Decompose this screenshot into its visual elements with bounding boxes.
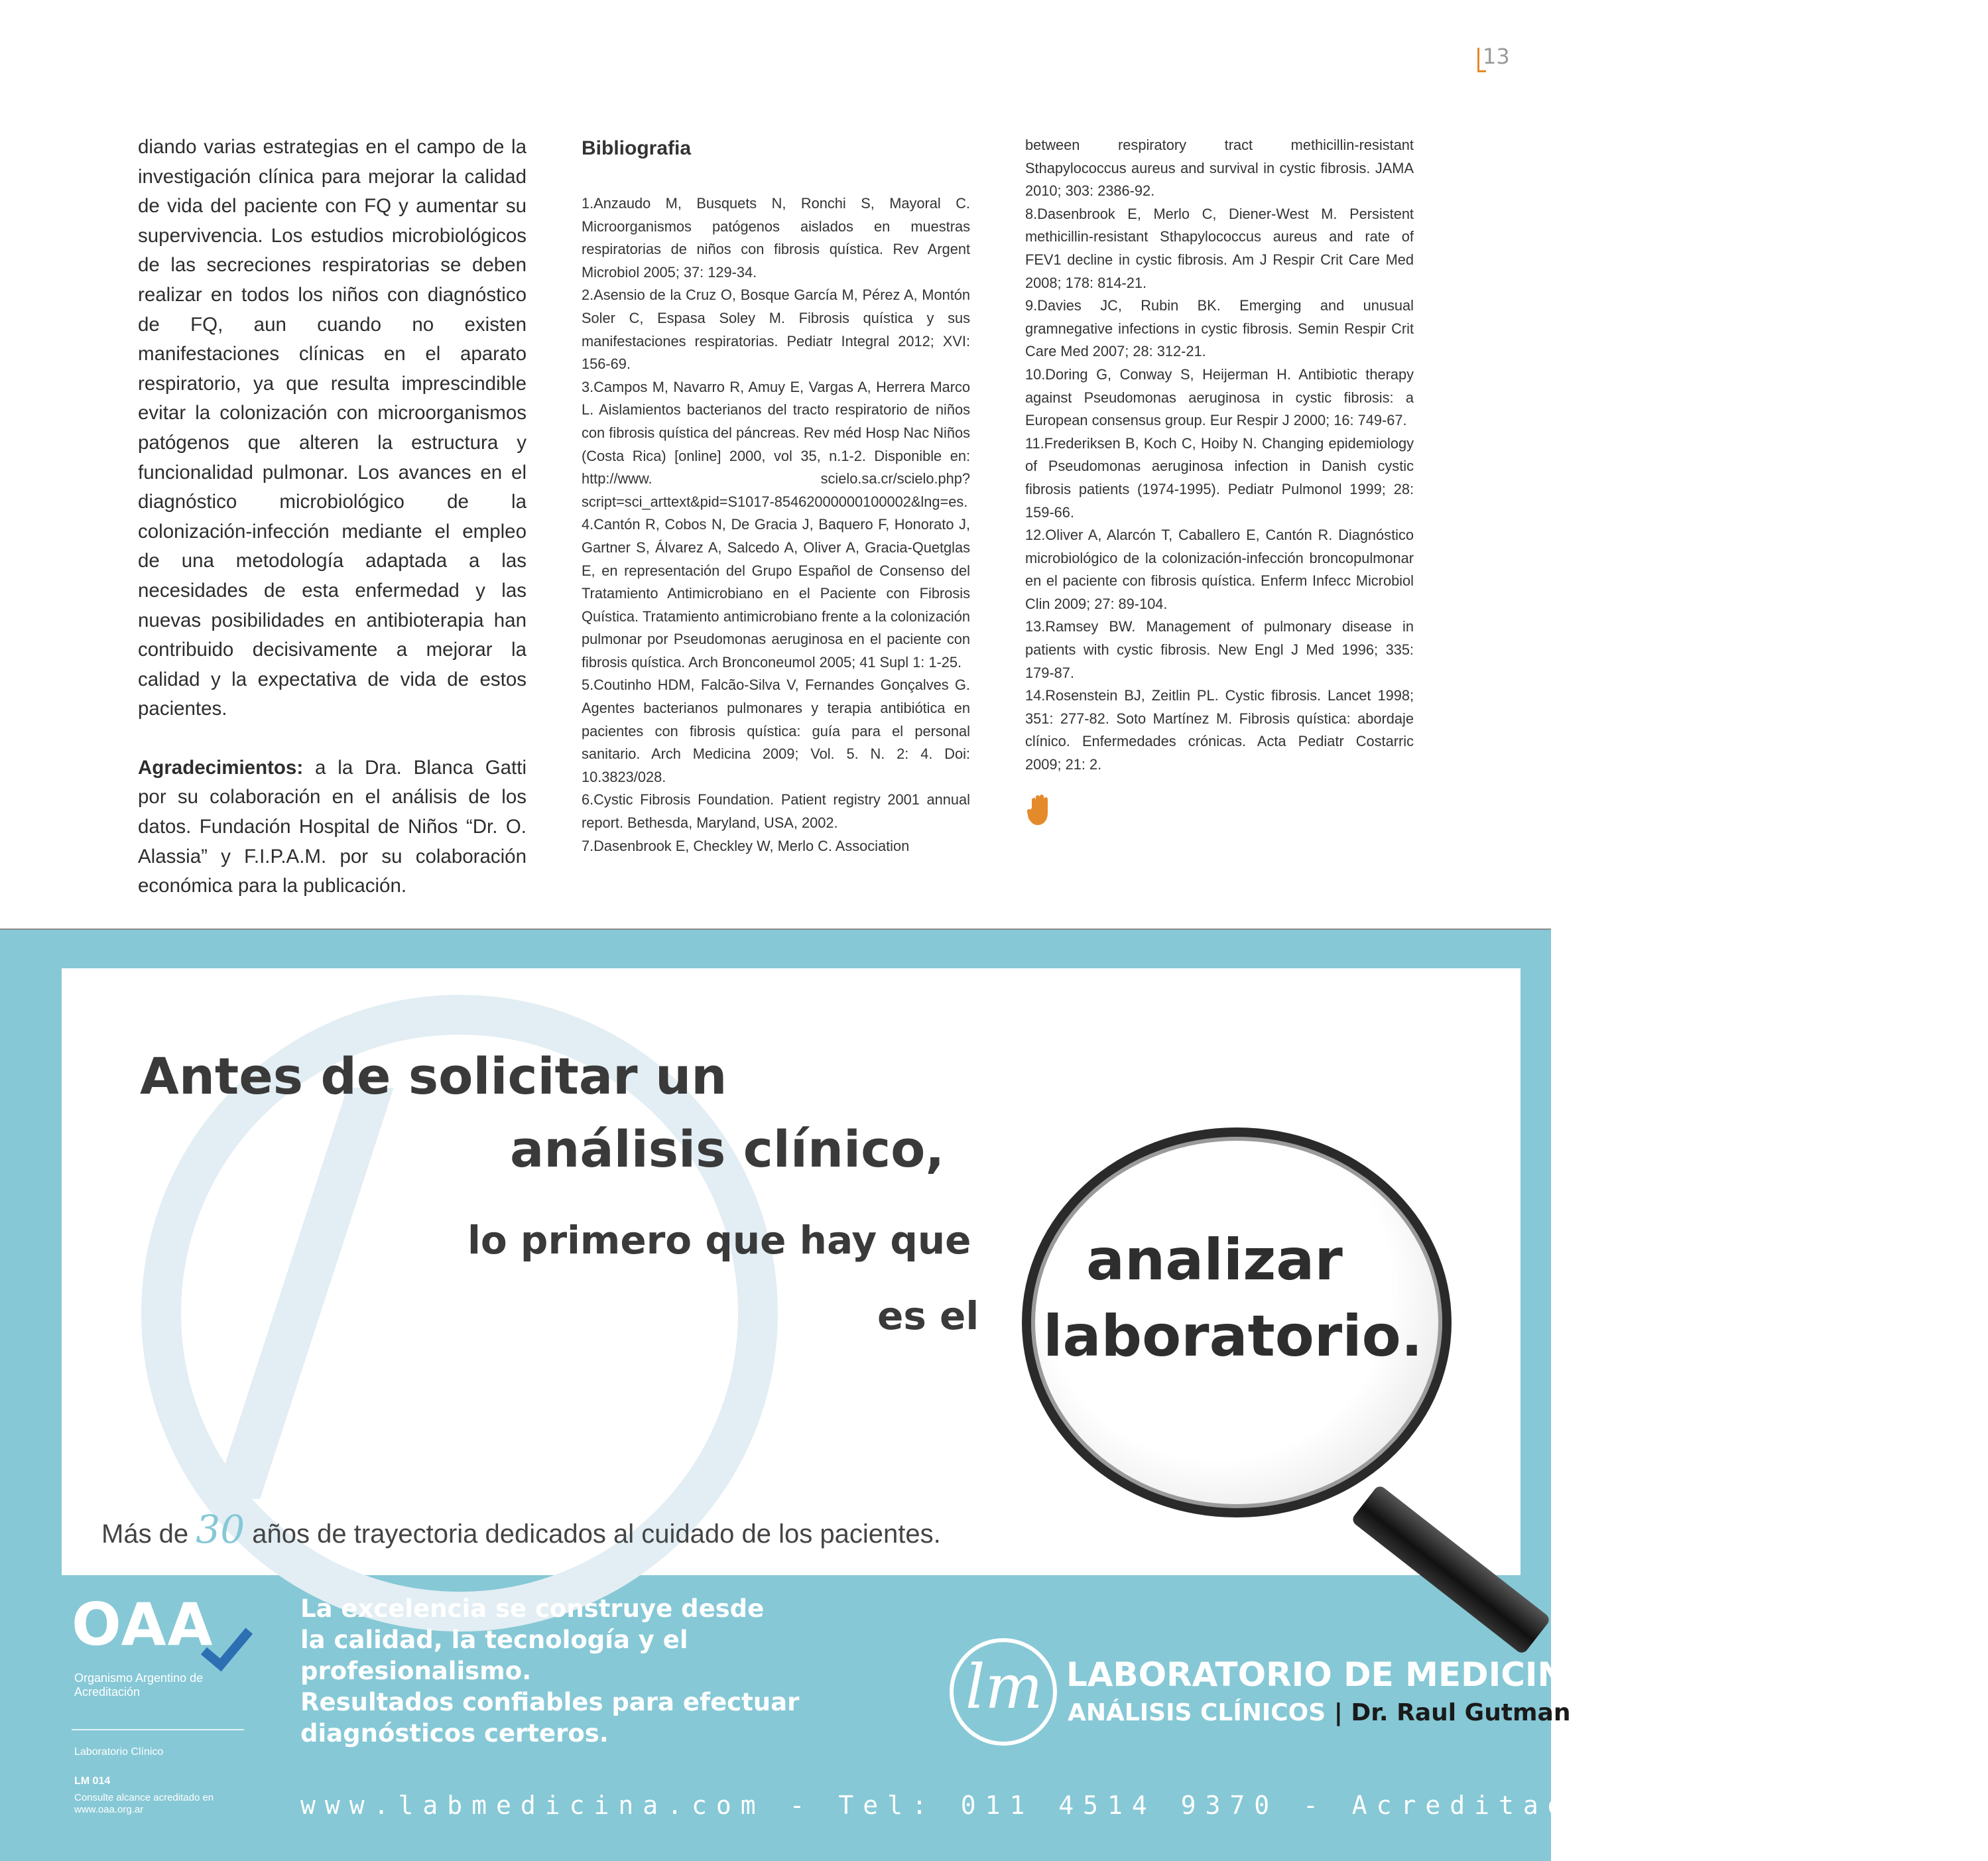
lab-separator: | (1326, 1699, 1351, 1726)
page-number (1483, 44, 1510, 69)
tagline-pre: Más de (101, 1519, 196, 1549)
reference-item: 6.Cystic Fibrosis Foundation. Patient registry 2001 annual report. Bethesda, Maryland, USA, 2002. (582, 791, 970, 832)
acknowledgements (138, 753, 527, 901)
claim-line: Resultados confiables para efectuar (300, 1688, 800, 1716)
bibliography-title: Bibliografia (582, 137, 692, 159)
lm-logo-icon (950, 1638, 1057, 1746)
oaa-scope-note: Consulte alcance acreditado en www.oaa.org.ar (74, 1792, 214, 1815)
body-paragraph: diando varias estrategias en el campo de la investigación clínica para mejorar la calidad de vida del paciente con FQ y aumentar su supervivencia. Los estudios microbiológicos de las secreciones respiratorias se deben realizar en todos los niños con diagnóstico de FQ, aun cuando no existen manifestaciones clínicas en el aparato respiratorio, ya que resulta imprescindible evitar la colonización con microorganismos patógenos que alteren la estructura y funcionalidad pulmonar. Los avances en el diagnóstico microbiológico de la colonización-infección mediante el empleo de una metodología adaptada a las necesidades de esta enfermedad y las nuevas posibilidades en antibioterapia han contribuido decisivamente a mejorar la calidad y la expectativa de vida de estos pacientes. (138, 136, 527, 720)
lens-text-2: laboratorio. (1043, 1303, 1423, 1370)
hand-stop-icon (1026, 793, 1054, 826)
page-corner-mark (1477, 48, 1486, 72)
advertisement (0, 930, 1988, 1861)
oaa-code: LM 014 (74, 1775, 111, 1787)
ad-headline-2: análisis clínico, (510, 1120, 945, 1179)
reference-item: 11.Frederiksen B, Koch C, Hoiby N. Changing epidemiology of Pseudomonas aeruginosa infection in Danish cystic fibrosis patients (1974-1995). Pediatr Pulmonol 1999; 28: 159-66. (1025, 434, 1414, 521)
lab-subtitle (1068, 1699, 1570, 1726)
ad-tagline (101, 1507, 941, 1552)
acknowledgements-text: a la Dra. Blanca Gatti por su colaboración en el análisis de los datos. Fundación Hospital de Niños “Dr. O. Alassia” y F.I.P.A.M. por su colaboración económica para la publicación. (138, 756, 527, 897)
ad-headline-4: es el (877, 1293, 979, 1338)
lab-director: Dr. Raul Gutman (1351, 1699, 1571, 1726)
ad-claim (300, 1593, 897, 1749)
body-column (138, 133, 527, 901)
page-number-text: 13 (1483, 44, 1510, 69)
reference-item: 3.Campos M, Navarro R, Amuy E, Vargas A, Herrera Marco L. Aislamientos bacterianos del tracto respiratorio de niños con fibrosis quística del páncreas. Rev méd Hosp Nac Niños (Costa Rica) [online] 2000, vol 35, n.1-2. Disponible en: http://www. scielo.sa.cr/scielo.php?script=sci_arttext&pid=S1017-85462000000100002&lng=es. (582, 378, 970, 510)
ad-footer: www.labmedicina.com - Tel: 011 4514 9370 - Acreditado Norma ISO 15189 (300, 1791, 1988, 1820)
lab-name: LABORATORIO DE MEDICINA (1066, 1655, 1591, 1694)
reference-item: 12.Oliver A, Alarcón T, Caballero E, Cantón R. Diagnóstico microbiológico de la colonización-infección broncopulmonar en el paciente con fibrosis quística. Enferm Infecc Microbiol Clin 2009; 27: 89-104. (1025, 527, 1414, 612)
oaa-logo: OAA (72, 1590, 214, 1659)
lab-subtitle-text: ANÁLISIS CLÍNICOS (1068, 1699, 1326, 1726)
reference-item: 10.Doring G, Conway S, Heijerman H. Antibiotic therapy against Pseudomonas aeruginosa in cystic fibrosis: a European consensus group. Eur Respir J 2000; 16: 749-67. (1025, 365, 1414, 429)
ad-headline-1: Antes de solicitar un (140, 1047, 727, 1106)
tagline-number: 30 (196, 1507, 245, 1552)
tagline-post: años de trayectoria dedicados al cuidado de los pacientes. (245, 1519, 941, 1549)
reference-item: 14.Rosenstein BJ, Zeitlin PL. Cystic fibrosis. Lancet 1998; 351: 277-82. Soto Martínez M. Fibrosis quística: abordaje clínico. Enfermedades crónicas. Acta Pediatr Costarric 2009; 21: 2. (1025, 687, 1414, 773)
magnifier-handle (1350, 1484, 1551, 1655)
reference-item: 9.Davies JC, Rubin BK. Emerging and unusual gramnegative infections in cystic fibrosis. Semin Respir Crit Care Med 2007; 28: 312-21. (1025, 297, 1414, 360)
oaa-divider (72, 1729, 244, 1730)
claim-line: diagnósticos certeros. (300, 1719, 609, 1748)
reference-item: 4.Cantón R, Cobos N, De Gracia J, Baquero F, Honorato J, Gartner S, Álvarez A, Salcedo A, Oliver A, Gracia-Quetglas E, en representación del Grupo Español de Consenso del Tratamiento Antimicrobiano en el Paciente con Fibrosis Quística. Tratamiento antimicrobiano frente a la colonización pulmonar por Pseudomonas aeruginosa en el paciente con fibrosis quística. Arch Bronconeumol 2005; 41 Supl 1: 1-25. (582, 516, 970, 671)
reference-item: 8.Dasenbrook E, Merlo C, Diener-West M. Persistent methicillin-resistant Sthapylococcus aureus and rate of FEV1 decline in cystic fibrosis. Am J Respir Crit Care Med 2008; 178: 814-21. (1025, 205, 1414, 291)
ad-white-panel (62, 968, 1521, 1575)
reference-item: 5.Coutinho HDM, Falcão-Silva V, Fernandes Gonçalves G. Agentes bacterianos pulmonares y terapia antibiótica en pacientes con fibrosis quística: guía para el personal sanitario. Arch Medicina 2009; Vol. 5. N. 2: 4. Doi: 10.3823/028. (582, 676, 970, 785)
reference-item: between respiratory tract methicillin-resistant Sthapylococcus aureus and survival in cystic fibrosis. JAMA 2010; 303: 2386-92. (1025, 137, 1414, 200)
lm-logo-mark: lm (965, 1651, 1043, 1722)
acknowledgements-label: Agradecimientos: (138, 756, 304, 779)
reference-item: 7.Dasenbrook E, Checkley W, Merlo C. Association (582, 837, 910, 854)
lens-text-1: analizar (1086, 1227, 1343, 1293)
reference-item: 1.Anzaudo M, Busquets N, Ronchi S, Mayoral C. Microorganismos patógenos aislados en muestras respiratorias de niños con fibrosis quística. Rev Argent Microbiol 2005; 37: 129-34. (582, 195, 970, 281)
oaa-subtitle: Organismo Argentino de Acreditación (74, 1671, 204, 1699)
oaa-category: Laboratorio Clínico (74, 1746, 164, 1758)
bibliography-column-1 (582, 133, 970, 858)
reference-item: 2.Asensio de la Cruz O, Bosque García M, Pérez A, Montón Soler C, Espasa Soley M. Fibrosis quística y sus manifestaciones respiratorias. Pediatr Integral 2012; XVI: 156-69. (582, 287, 970, 373)
bibliography-column-2 (1025, 134, 1414, 777)
claim-line: la calidad, la tecnología y el profesionalismo. (300, 1626, 688, 1685)
ad-headline-3: lo primero que hay que (467, 1218, 971, 1263)
claim-line: La excelencia se construye desde (300, 1594, 765, 1623)
reference-item: 13.Ramsey BW. Management of pulmonary disease in patients with cystic fibrosis. New Engl J Med 1996; 335: 179-87. (1025, 618, 1414, 681)
